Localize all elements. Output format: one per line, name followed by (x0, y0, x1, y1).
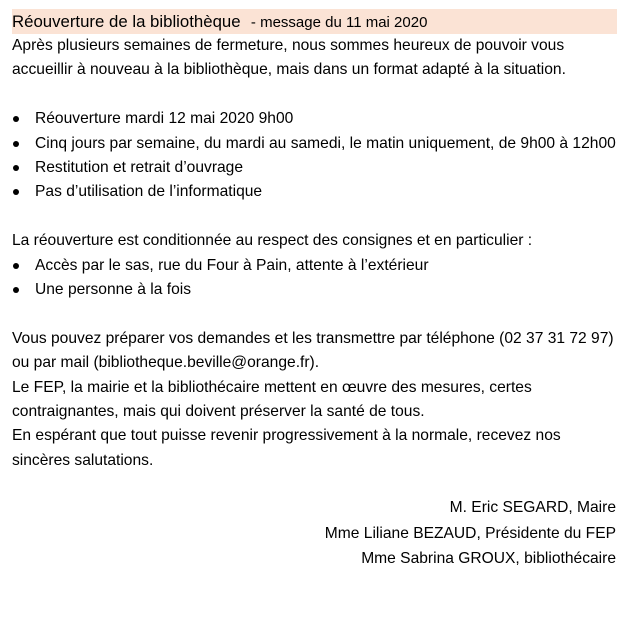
list-item-text: Cinq jours par semaine, du mardi au samedi, le matin uniquement, de 9h00 à 12h00 (35, 134, 616, 152)
bullet-icon (13, 116, 19, 122)
list-item-text: Pas d’utilisation de l’informatique (35, 183, 263, 201)
signature-librarian: Mme Sabrina GROUX, bibliothécaire (361, 550, 616, 568)
page-title: Réouverture de la bibliothèque (12, 12, 241, 31)
list-item-text: Accès par le sas, rue du Four à Pain, attente à l’extérieur (35, 256, 429, 274)
bullet-icon (13, 189, 19, 195)
list-item (12, 132, 617, 156)
page-subtitle: - message du 11 mai 2020 (250, 14, 428, 31)
list-item-text: Réouverture mardi 12 mai 2020 9h00 (35, 110, 294, 128)
list-item (12, 278, 617, 302)
contact-paragraph: Vous pouvez préparer vos demandes et les transmettre par téléphone (02 37 31 72 97) ou par mail (bibliotheque.beville@orange.fr). (12, 329, 614, 372)
spacer (12, 302, 623, 326)
list-item-text: Restitution et retrait d’ouvrage (35, 159, 244, 177)
bullet-icon (13, 141, 19, 147)
list-item (12, 254, 617, 278)
intro-paragraph: Après plusieurs semaines de fermeture, nous sommes heureux de pouvoir vous accueillir à nouveau à la bibliothèque, mais dans un format adapté à la situation. (12, 37, 566, 79)
bullet-icon (13, 287, 19, 293)
spacer (12, 83, 623, 107)
title-banner (12, 9, 617, 34)
list-item (12, 156, 617, 180)
list-item (12, 180, 617, 204)
spacer (12, 205, 623, 229)
measures-paragraph: Le FEP, la mairie et la bibliothécaire mettent en œuvre des mesures, certes contraignantes, mais qui doivent préserver la santé de tous. (12, 378, 532, 421)
conditions-list (12, 254, 623, 303)
conditions-intro: La réouverture est conditionnée au respect des consignes et en particulier : (12, 232, 533, 250)
list-item-text: Une personne à la fois (35, 281, 192, 299)
list-item (12, 107, 617, 131)
signature-president: Mme Liliane BEZAUD, Présidente du FEP (324, 524, 616, 542)
signature-mayor: M. Eric SEGARD, Maire (449, 499, 616, 517)
bullet-icon (13, 263, 19, 269)
bullet-icon (13, 165, 19, 171)
closing-paragraph: En espérant que tout puisse revenir progressivement à la normale, recevez nos sincères salutations. (12, 427, 561, 469)
signature-block (12, 495, 616, 572)
reopening-details-list (12, 107, 623, 205)
